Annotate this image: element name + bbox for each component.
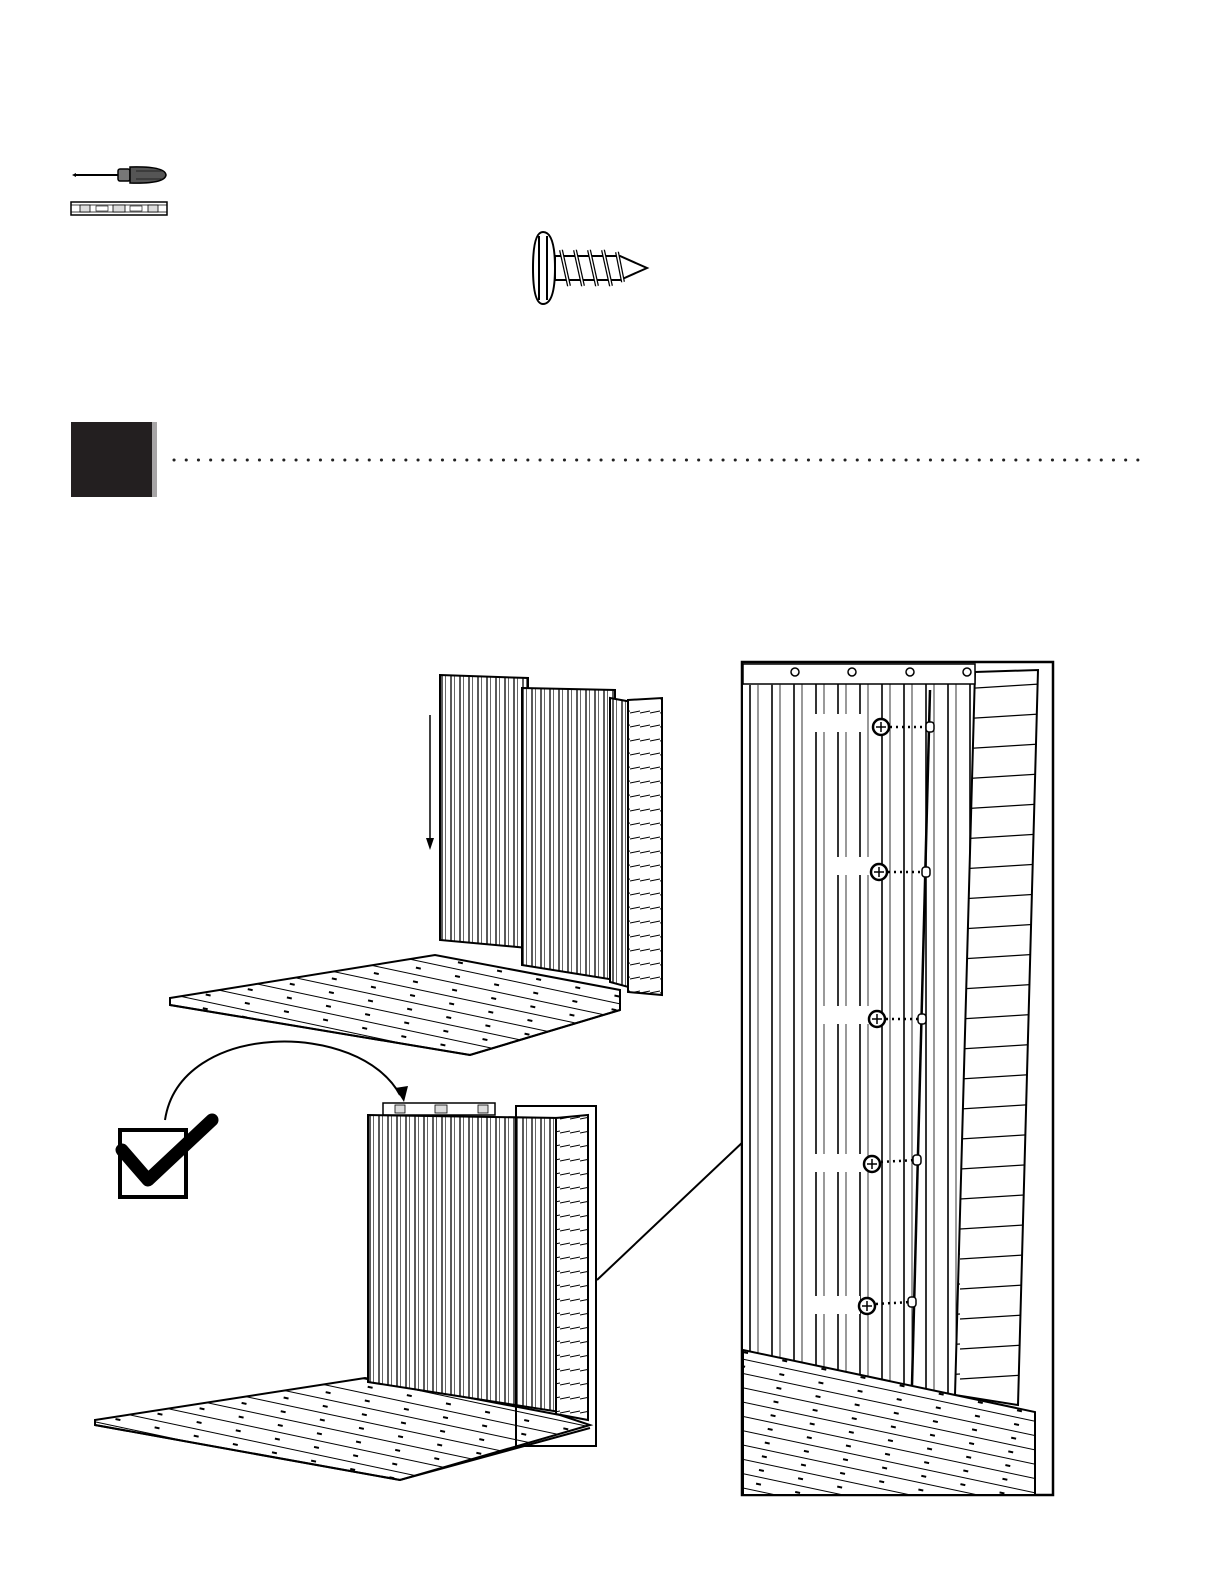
assembly-illustration [0,600,1224,1520]
screw-detail-callout [742,662,1053,1500]
check-icon [120,1120,212,1197]
direction-arrow [165,1042,408,1120]
step-divider-dotted [170,455,1145,465]
level-icon [70,200,170,218]
wall-panels-lowering [426,675,662,995]
step-number-block [71,422,157,497]
screw-icon [525,228,655,308]
callout-line [597,1140,745,1280]
screwdriver-icon [70,160,170,190]
